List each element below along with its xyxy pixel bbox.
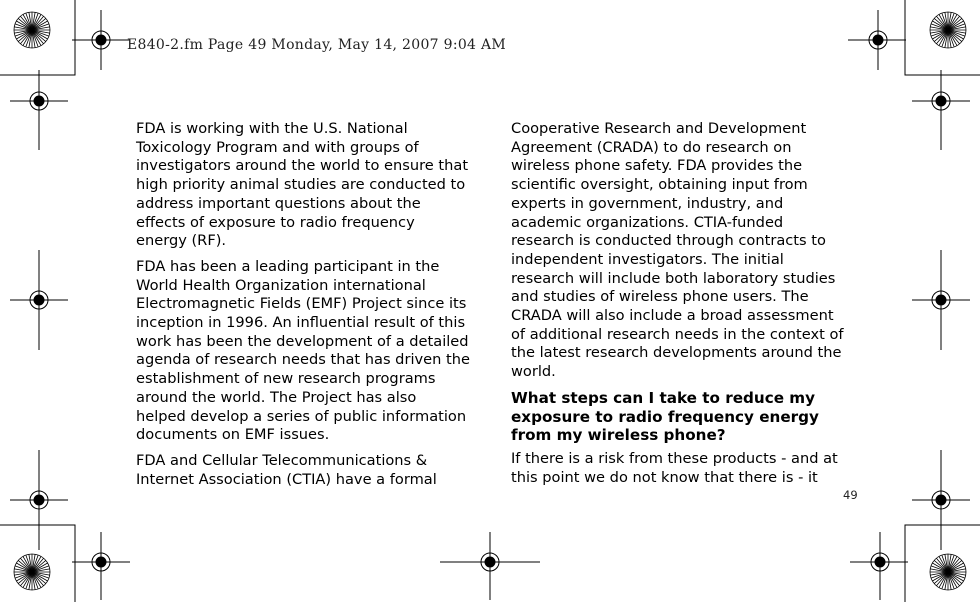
- registration-target-right-3: [912, 450, 970, 550]
- registration-target-right-2: [912, 250, 970, 350]
- registration-target-bottom-2: [440, 532, 540, 600]
- registration-target-top-2: [848, 10, 906, 70]
- star-target-top-right: [930, 12, 966, 48]
- crop-mark-top-left: [0, 0, 75, 75]
- registration-target-bottom-3: [850, 532, 908, 600]
- crop-mark-bottom-left: [0, 525, 75, 602]
- page-number: 49: [843, 488, 858, 502]
- registration-target-left-1: [10, 70, 68, 150]
- document-slug: E840-2.fm Page 49 Monday, May 14, 2007 9:04 AM: [127, 37, 507, 53]
- registration-target-right-1: [912, 70, 970, 150]
- star-target-bottom-right: [930, 554, 966, 590]
- right-paragraph-1: Cooperative Research and Development Agreement (CRADA) to do research on wireless phone safety. FDA provides the scientific oversight, obtaining input from experts in government, industry, and academic organizations. CTIA-funded research is conducted through contracts to independent investigators. The initial research will include both laboratory studies and studies of wireless phone users. The CRADA will also include a broad assessment of additional research needs in the context of the latest research developments around the world.: [511, 120, 844, 381]
- registration-target-left-3: [10, 450, 68, 550]
- left-paragraph-3: FDA and Cellular Telecommunications & Internet Association (CTIA) have a formal: [136, 451, 437, 488]
- right-column: [511, 120, 845, 494]
- registration-target-top-1: [72, 10, 130, 70]
- left-paragraph-1: FDA is working with the U.S. National Toxicology Program and with groups of investigators around the world to ensure that high priority animal studies are conducted to address important questions about the effects of exposure to radio frequency energy (RF).: [136, 120, 469, 250]
- right-paragraph-2: If there is a risk from these products - and at this point we do not know that there is - it: [511, 449, 838, 486]
- left-column: [136, 120, 470, 496]
- section-heading: What steps can I take to reduce my exposure to radio frequency energy from my wireless phone?: [511, 388, 819, 445]
- star-target-top-left: [14, 12, 50, 48]
- crop-mark-top-right: [905, 0, 980, 75]
- star-target-bottom-left: [14, 554, 50, 590]
- registration-target-bottom-1: [72, 532, 130, 600]
- registration-target-left-2: [10, 250, 68, 350]
- crop-mark-bottom-right: [905, 525, 980, 602]
- left-paragraph-2: FDA has been a leading participant in the World Health Organization international Electromagnetic Fields (EMF) Project since its inception in 1996. An influential result of this work has been the development of a detailed agenda of research needs that has driven the establishment of new research programs around the world. The Project has also helped develop a series of public information documents on EMF issues.: [136, 257, 470, 444]
